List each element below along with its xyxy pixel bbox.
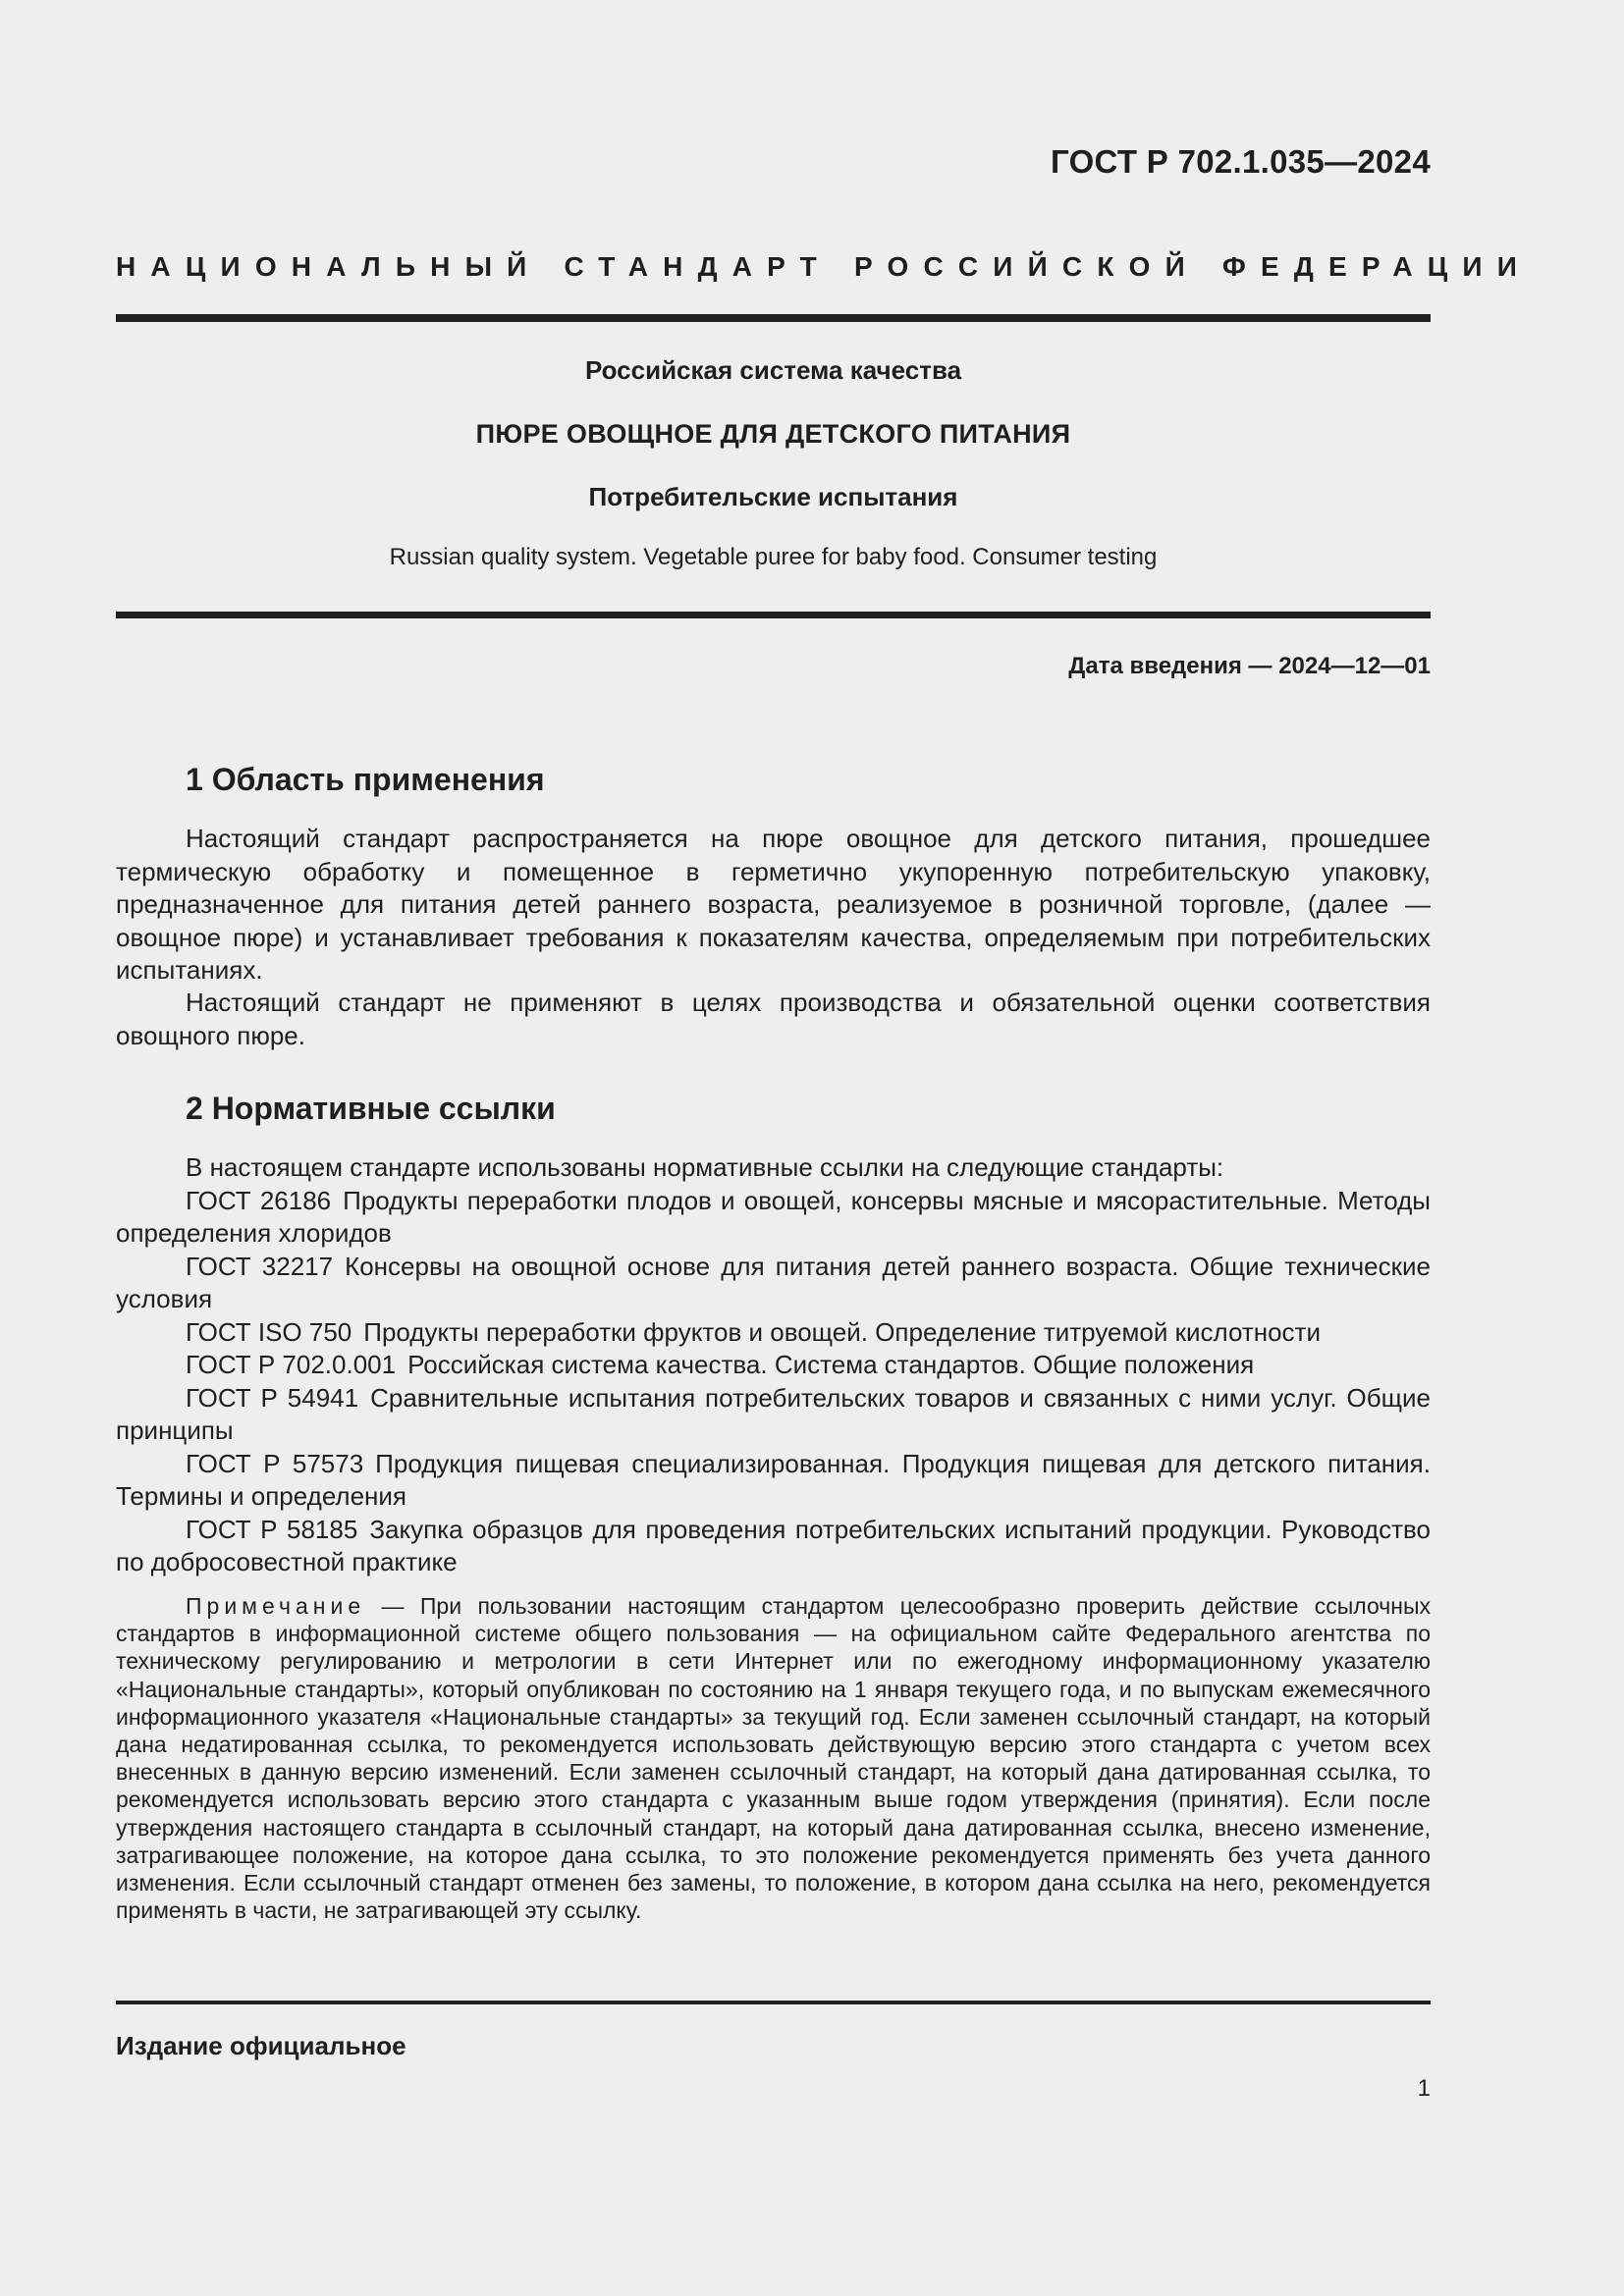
reference-code: ГОСТ 32217 xyxy=(186,1251,334,1281)
scope-paragraph-2: Настоящий стандарт не применяют в целях производства и обязательной оценки соответствия овощного пюре. xyxy=(116,988,1431,1050)
official-edition-label: Издание официальное xyxy=(116,2031,406,2060)
reference-code: ГОСТ Р 54941 xyxy=(186,1382,359,1413)
document-code: ГОСТ Р 702.1.035—2024 xyxy=(1051,143,1431,180)
scope-paragraph-1: Настоящий стандарт распространяется на пюре овощное для детского питания, прошедшее термическую обработку и помещенное в герметично укупоренную потребительскую упаковку, предназначенное для питания детей раннего возраста, реализуемое в розничной торговле, (далее — овощное пюре) и устанавливает требования к показателям качества, определяемым при потребительских испытаниях. xyxy=(116,824,1431,985)
reference-code: ГОСТ ISO 750 xyxy=(186,1316,352,1347)
section-heading-scope: 1 Область применения xyxy=(186,762,545,797)
reference-code: ГОСТ Р 57573 xyxy=(186,1448,364,1478)
reference-code: ГОСТ Р 58185 xyxy=(186,1514,358,1544)
references-note xyxy=(116,1592,1431,1924)
reference-code: ГОСТ 26186 xyxy=(186,1185,332,1215)
reference-item xyxy=(116,1448,1431,1514)
reference-title: Сравнительные испытания потребительских товаров и связанных с ними услуг. Общие принципы xyxy=(116,1382,1431,1445)
reference-item xyxy=(116,1514,1431,1579)
national-standard-banner: НАЦИОНАЛЬНЫЙ СТАНДАРТ РОССИЙСКОЙ ФЕДЕРАЦИИ xyxy=(116,251,1533,282)
reference-title: Продукты переработки фруктов и овощей. Определение титруемой кислотности xyxy=(363,1316,1321,1347)
bottom-rule xyxy=(116,2001,1431,2004)
sub-title: Потребительские испытания xyxy=(588,482,958,511)
reference-title: Продукты переработки плодов и овощей, консервы мясные и мясорастительные. Методы определения хлоридов xyxy=(116,1185,1431,1248)
reference-title: Консервы на овощной основе для питания детей раннего возраста. Общие технические условия xyxy=(116,1251,1431,1313)
middle-rule xyxy=(116,612,1431,618)
note-label: Примечание xyxy=(186,1593,366,1619)
reference-item xyxy=(116,1349,1431,1382)
references-intro: В настоящем стандарте использованы нормативные ссылки на следующие стандарты: xyxy=(186,1152,1224,1182)
reference-item xyxy=(116,1382,1431,1448)
note-text: — При пользовании настоящим стандартом целесообразно проверить действие ссылочных стандартов в информационной системе общего пользования — на официальном сайте Федерального агентства по техническому регулированию и метрологии в сети Интернет или по ежегодному информационному указателю «Национальные стандарты», который опубликован по состоянию на 1 января текущего года, и по выпускам ежемесячного информационного указателя «Национальные стандарты» за текущий год. Если заменен ссылочный стандарт, на который дана недатированная ссылка, то рекомендуется использовать действующую версию этого стандарта с учетом всех внесенных в данную версию изменений. Если заменен ссылочный стандарт, на который дана датированная ссылка, то рекомендуется использовать версию этого стандарта с указанным выше годом утверждения (принятия). Если после утверждения настоящего стандарта в ссылочный стандарт, на который дана датированная ссылка, внесено изменение, затрагивающее положение, на которое дана ссылка, то это положение рекомендуется применять без учета данного изменения. Если ссылочный стандарт отменен без замены, то положение, в котором дана ссылка на него, рекомендуется применять в части, не затрагивающей эту ссылку. xyxy=(116,1593,1431,1924)
references-list xyxy=(116,1151,1431,1579)
page-number: 1 xyxy=(1417,2075,1431,2102)
reference-item xyxy=(116,1316,1431,1350)
reference-code: ГОСТ Р 702.0.001 xyxy=(186,1350,397,1379)
reference-title: Российская система качества. Система стандартов. Общие положения xyxy=(407,1350,1255,1379)
document-page xyxy=(116,0,1533,2296)
reference-item xyxy=(116,1251,1431,1316)
system-title: Российская система качества xyxy=(584,355,962,385)
english-title: Russian quality system. Vegetable puree for baby food. Consumer testing xyxy=(389,544,1158,570)
reference-item xyxy=(116,1185,1431,1251)
reference-title: Продукция пищевая специализированная. Продукция пищевая для детского питания. Термины и определения xyxy=(116,1448,1431,1511)
top-rule xyxy=(116,314,1431,322)
section-heading-references: 2 Нормативные ссылки xyxy=(186,1091,556,1126)
reference-title: Закупка образцов для проведения потребительских испытаний продукции. Руководство по добросовестной практике xyxy=(116,1514,1431,1576)
introduction-date: Дата введения — 2024—12—01 xyxy=(1068,653,1431,679)
main-title: ПЮРЕ ОВОЩНОЕ ДЛЯ ДЕТСКОГО ПИТАНИЯ xyxy=(475,419,1071,449)
